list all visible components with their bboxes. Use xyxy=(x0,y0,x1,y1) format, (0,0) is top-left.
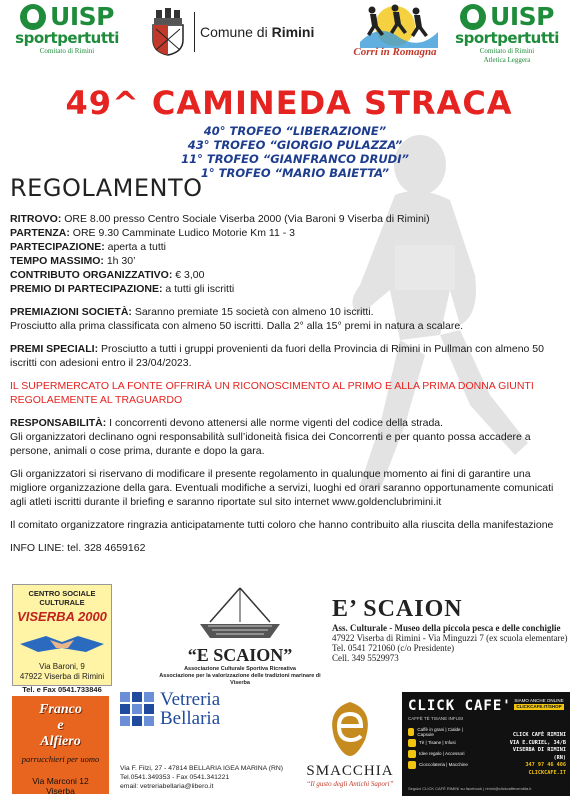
sponsor-smacchia xyxy=(300,700,400,796)
sportpertutti-label: sportpertutti xyxy=(15,29,119,47)
scaion-logo-sub2: Associazione per la valorizzazione delle tradizioni marinare di Viserba xyxy=(159,673,321,686)
regolamento-heading: REGOLAMENTO xyxy=(10,174,203,202)
rule-responsabilita-detail: Gli organizzatori declinano ogni responsabilità sull’idoneità fisica dei Concorrenti e per quanto possa accadere a persone, animali o cose prima, durante e dopo la gara. xyxy=(10,431,531,457)
vetreria-grid-icon xyxy=(120,692,154,726)
smacchia-name: SMACCHIA xyxy=(306,763,394,779)
scaion-tel: Tel. 0541 721060 (c/o Presidente) xyxy=(332,643,455,653)
rule-partecipazione: PARTECIPAZIONE: aperta a tutti xyxy=(10,241,166,253)
rimini-crest-icon xyxy=(148,8,188,56)
tea-icon xyxy=(408,739,416,747)
scaion-name: E’ SCAION xyxy=(332,596,463,622)
runners-icon xyxy=(350,2,440,48)
sponsor-vetreria-bellaria xyxy=(120,690,295,796)
handshake-icon xyxy=(16,626,108,656)
chocolate-icon xyxy=(408,761,416,769)
boat-lift-icon xyxy=(190,584,290,644)
rule-contributo: CONTRIBUTO ORGANIZZATIVO: € 3,00 xyxy=(10,269,205,281)
franco-name: Franco e Alfiero xyxy=(39,702,82,749)
franco-tagline: parrucchieri per uomo xyxy=(21,754,100,764)
rule-premiazioni-detail: Prosciutto alla prima classificata con almeno 50 iscritti. Dalla 2° alla 15° premi in natura a scalare. xyxy=(10,320,464,332)
list-item: Tè | Tisane | Infusi xyxy=(408,737,468,748)
trophy-list xyxy=(150,124,440,180)
uisp-wordmark: UISP xyxy=(50,2,114,31)
centro-phone: Tel. e Fax 0541.733846 xyxy=(22,685,102,694)
click-items xyxy=(408,726,468,770)
comune-rimini-logo xyxy=(148,6,330,58)
trophy-item: 11° TROFEO “GIANFRANCO DRUDI” xyxy=(181,152,409,166)
scaion-desc: Ass. Culturale - Museo della piccola pesca e delle conchiglie xyxy=(332,623,561,633)
logo-divider xyxy=(194,12,195,52)
click-footer: Seguici CLICK CAFÈ RIMINI su facebook | rimini@clickcaffevendita.it xyxy=(408,786,532,791)
info-line: INFO LINE: tel. 328 4659162 xyxy=(10,542,146,554)
scaion-address: 47922 Viserba di Rimini - Via Minguzzi 7 (ex scuola elementare) xyxy=(332,633,568,643)
smacchia-tagline: “Il gusto degli Antichi Sapori” xyxy=(306,780,394,788)
rules-section xyxy=(10,212,570,555)
rule-modifiche: Gli organizzatori si riservano di modificare il presente regolamento in qualunque momento ai fini di garantire una migliore organizzazione della gara. Eventuali modifiche a servizi, luoghi ed orari saranno opportunamente comunicati agli atleti iscritti durante il briefing e saranno riportate sul sito internet www.goldenclubrimini.it xyxy=(10,468,554,508)
rule-premio: PREMIO DI PARTECIPAZIONE: a tutti gli iscritti xyxy=(10,283,235,295)
rule-premi-speciali: PREMI SPECIALI: Prosciutto a tutti i gruppi provenienti da fuori della Provincia di Rimini in Pullman con almeno 50 iscritti con adesioni entro il 23/04/2023. xyxy=(10,343,544,369)
sportpertutti-label: sportpertutti xyxy=(455,29,559,47)
click-contacts: CLICK CAFÈ RIMINI VIA E.CURIEL, 34/B VISERBA DI RIMINI (RN) 347 97 46 406 CLICKCAFE.IT xyxy=(509,732,566,776)
uisp-logo-left xyxy=(8,2,126,72)
trophy-item: 40° TROFEO “LIBERAZIONE” xyxy=(203,124,387,138)
uisp-emblem-icon xyxy=(20,4,46,30)
sponsor-scaion-logo xyxy=(150,584,330,684)
supermercato-notice: IL SUPERMERCATO LA FONTE OFFRIRÀ UN RICONOSCIMENTO AL PRIMO E ALLA PRIMA DONNA GIUNTI REGOLAEMENTE AL TRAGUARDO xyxy=(10,380,534,406)
list-item: Caffè in grani | Cialde | Capsule xyxy=(408,726,468,737)
rule-tempo: TEMPO MASSIMO: 1h 30’ xyxy=(10,255,136,267)
click-online: SIAMO ANCHE ONLINE CLICKCAFE.IT/SHOP xyxy=(514,698,564,709)
sponsor-click-cafe xyxy=(402,692,570,796)
uisp-emblem-icon xyxy=(460,4,486,30)
uisp-logo-right xyxy=(448,2,566,72)
coffee-icon xyxy=(408,728,414,736)
click-sub: CAFFÈ TÈ TISANE INFUSI xyxy=(408,716,464,721)
vetreria-name: Vetreria Bellaria xyxy=(160,689,221,729)
centro-name: VISERBA 2000 xyxy=(17,609,107,624)
list-item: Cioccolateria | Macchine xyxy=(408,759,468,770)
trophy-item: 43° TROFEO “GIORGIO PULAZZA” xyxy=(187,138,403,152)
comune-label: Comune di Rimini xyxy=(200,24,315,40)
rule-responsabilita: RESPONSABILITÀ: I concorrenti devono attenersi alle norme vigenti del codice della strada. xyxy=(10,417,444,429)
centro-address: Via Baroni, 9 47922 Viserba di Rimini xyxy=(19,662,105,681)
sponsor-franco-alfiero xyxy=(12,696,109,794)
uisp-committee: Comitato di Rimini xyxy=(479,47,535,55)
corri-in-romagna-logo xyxy=(350,2,440,70)
corri-label: Corri in Romagna xyxy=(353,46,437,58)
uisp-wordmark: UISP xyxy=(490,2,554,31)
scaion-logo-name: “E SCAION” xyxy=(187,645,293,665)
scaion-logo-sub: Associazione Culturale Sportiva Ricreativa xyxy=(184,666,296,672)
uisp-committee: Comitato di Rimini xyxy=(39,47,95,55)
sponsor-scaion-info xyxy=(332,596,576,663)
rule-partenza: PARTENZA: ORE 9.30 Camminate Ludico Motorie Km 11 - 3 xyxy=(10,227,295,239)
scaion-cell: Cell. 349 5529973 xyxy=(332,653,399,663)
click-title: CLICK CAFE' xyxy=(408,698,512,714)
sponsor-centro-sociale xyxy=(12,584,112,694)
rule-premiazioni: PREMIAZIONI SOCIETÀ: Saranno premiate 15 società con almeno 10 iscritti. xyxy=(10,306,374,318)
event-title: 49^ CAMINEDA STRACA xyxy=(65,84,513,122)
franco-address: Via Marconi 12 Viserba xyxy=(32,776,89,796)
rule-ritrovo: RITROVO: ORE 8.00 presso Centro Sociale Viserba 2000 (Via Baroni 9 Viserba di Rimini) xyxy=(10,213,430,225)
uisp-section: Atletica Leggera xyxy=(483,56,531,64)
list-item: Idee regalo | Accessori xyxy=(408,748,468,759)
centro-label: CENTRO SOCIALE CULTURALE xyxy=(28,589,96,607)
vetreria-address: Via F. Filzi, 27 - 47814 BELLARIA IGEA MARINA (RN) Tel.0541.349353 - Fax 0541.341221 email: vetreriabellaria@libero.it xyxy=(120,765,284,790)
trophy-item: 1° TROFEO “MARIO BAIETTA” xyxy=(200,166,390,180)
rule-ringraziamento: Il comitato organizzatore ringrazia anticipatamente tutti coloro che hanno contribuito alla riuscita della manifestazione xyxy=(10,519,554,531)
smacchia-emblem-icon xyxy=(315,700,385,758)
gift-icon xyxy=(408,750,416,758)
